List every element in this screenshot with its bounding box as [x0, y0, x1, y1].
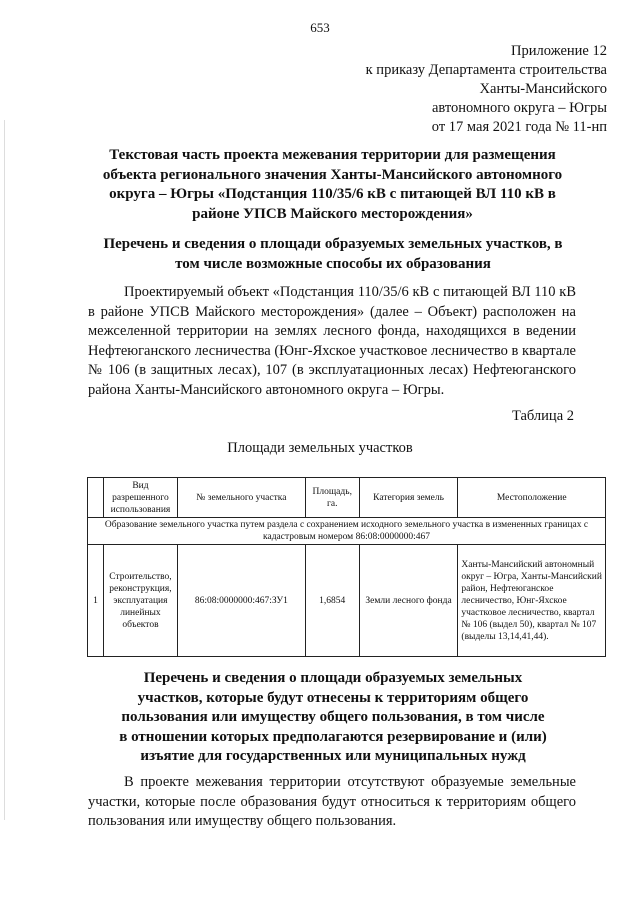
appendix-line: к приказу Департамента строительства [365, 62, 607, 78]
cell-location: Ханты-Мансийский автономный округ – Югра, Ханты-Мансийский район, Нефтеюганское лесничество, Юнг-Яхское участковое лесничество, квартал № 106 (выдел 50), квартал № 107 (выделы 13,14,41,44). [458, 545, 606, 657]
table-caption: Площади земельных участков [227, 440, 413, 456]
header-location: Местоположение [458, 478, 606, 518]
page-number: 653 [310, 20, 330, 35]
scan-edge-line [4, 120, 5, 820]
cell-category: Земли лесного фонда [359, 545, 458, 657]
cell-num: 1 [88, 545, 104, 657]
table-span-row [88, 518, 606, 545]
header-use: Вид разрешенного использования [103, 478, 177, 518]
table-label: Таблица 2 [511, 408, 574, 424]
land-plots-table [87, 477, 606, 657]
appendix-line: Ханты-Мансийского [479, 81, 607, 97]
span-cell: Образование земельного участка путем раздела с сохранением исходного земельного участка в измененных границах с кадастровым номером 86:08:0000000:467 [88, 518, 606, 545]
table-header-row [88, 478, 606, 518]
header-area: Площадь, га. [305, 478, 359, 518]
document-title: Текстовая часть проекта межевания территории для размещения объекта регионального значения Ханты-Мансийского автономного округа – Югры «Подстанция 110/35/6 кВ с питающей ВЛ 110 кВ в районе УПСВ Майского месторождения» [102, 147, 563, 222]
appendix-line: автономного округа – Югры [431, 100, 607, 116]
header-plot: № земельного участка [177, 478, 305, 518]
cell-plot: 86:08:0000000:467:ЗУ1 [177, 545, 305, 657]
cell-area: 1,6854 [305, 545, 359, 657]
header-category: Категория земель [359, 478, 458, 518]
section-title: Перечень и сведения о площади образуемых земельных участков, в том числе возможные способы их образования [103, 236, 563, 272]
cell-use: Строительство, реконструкция, эксплуатация линейных объектов [103, 545, 177, 657]
body-paragraph-2: В проекте межевания территории отсутствуют образуемые земельные участки, которые после образования будут относиться к территориям общего пользования или имуществу общего пользования. [88, 774, 576, 829]
appendix-line: от 17 мая 2021 года № 11-нп [431, 119, 607, 135]
appendix-line: Приложение 12 [511, 43, 607, 59]
header-num [88, 478, 104, 518]
appendix-block [366, 42, 607, 137]
table-row [88, 545, 606, 657]
body-paragraph: Проектируемый объект «Подстанция 110/35/6 кВ с питающей ВЛ 110 кВ в районе УПСВ Майского месторождения» (далее – Объект) расположен на межселенной территории на землях лесного фонда, находящихся в ведении Нефтеюганского лесничества (Юнг-Яхское участковое лесничество в квартале № 106 (в защитных лесах), 107 (в эксплуатационных лесах) Нефтеюганского района Ханты-Мансийского автономного округа – Югры. [88, 284, 576, 398]
section2-title: Перечень и сведения о площади образуемых земельных участков, которые будут отнесены к территориям общего пользования или имуществу общего пользования, в том числе в отношении которых предполагаются резервирование и (или) изъятие для государственных или муниципальных нужд [119, 670, 547, 764]
